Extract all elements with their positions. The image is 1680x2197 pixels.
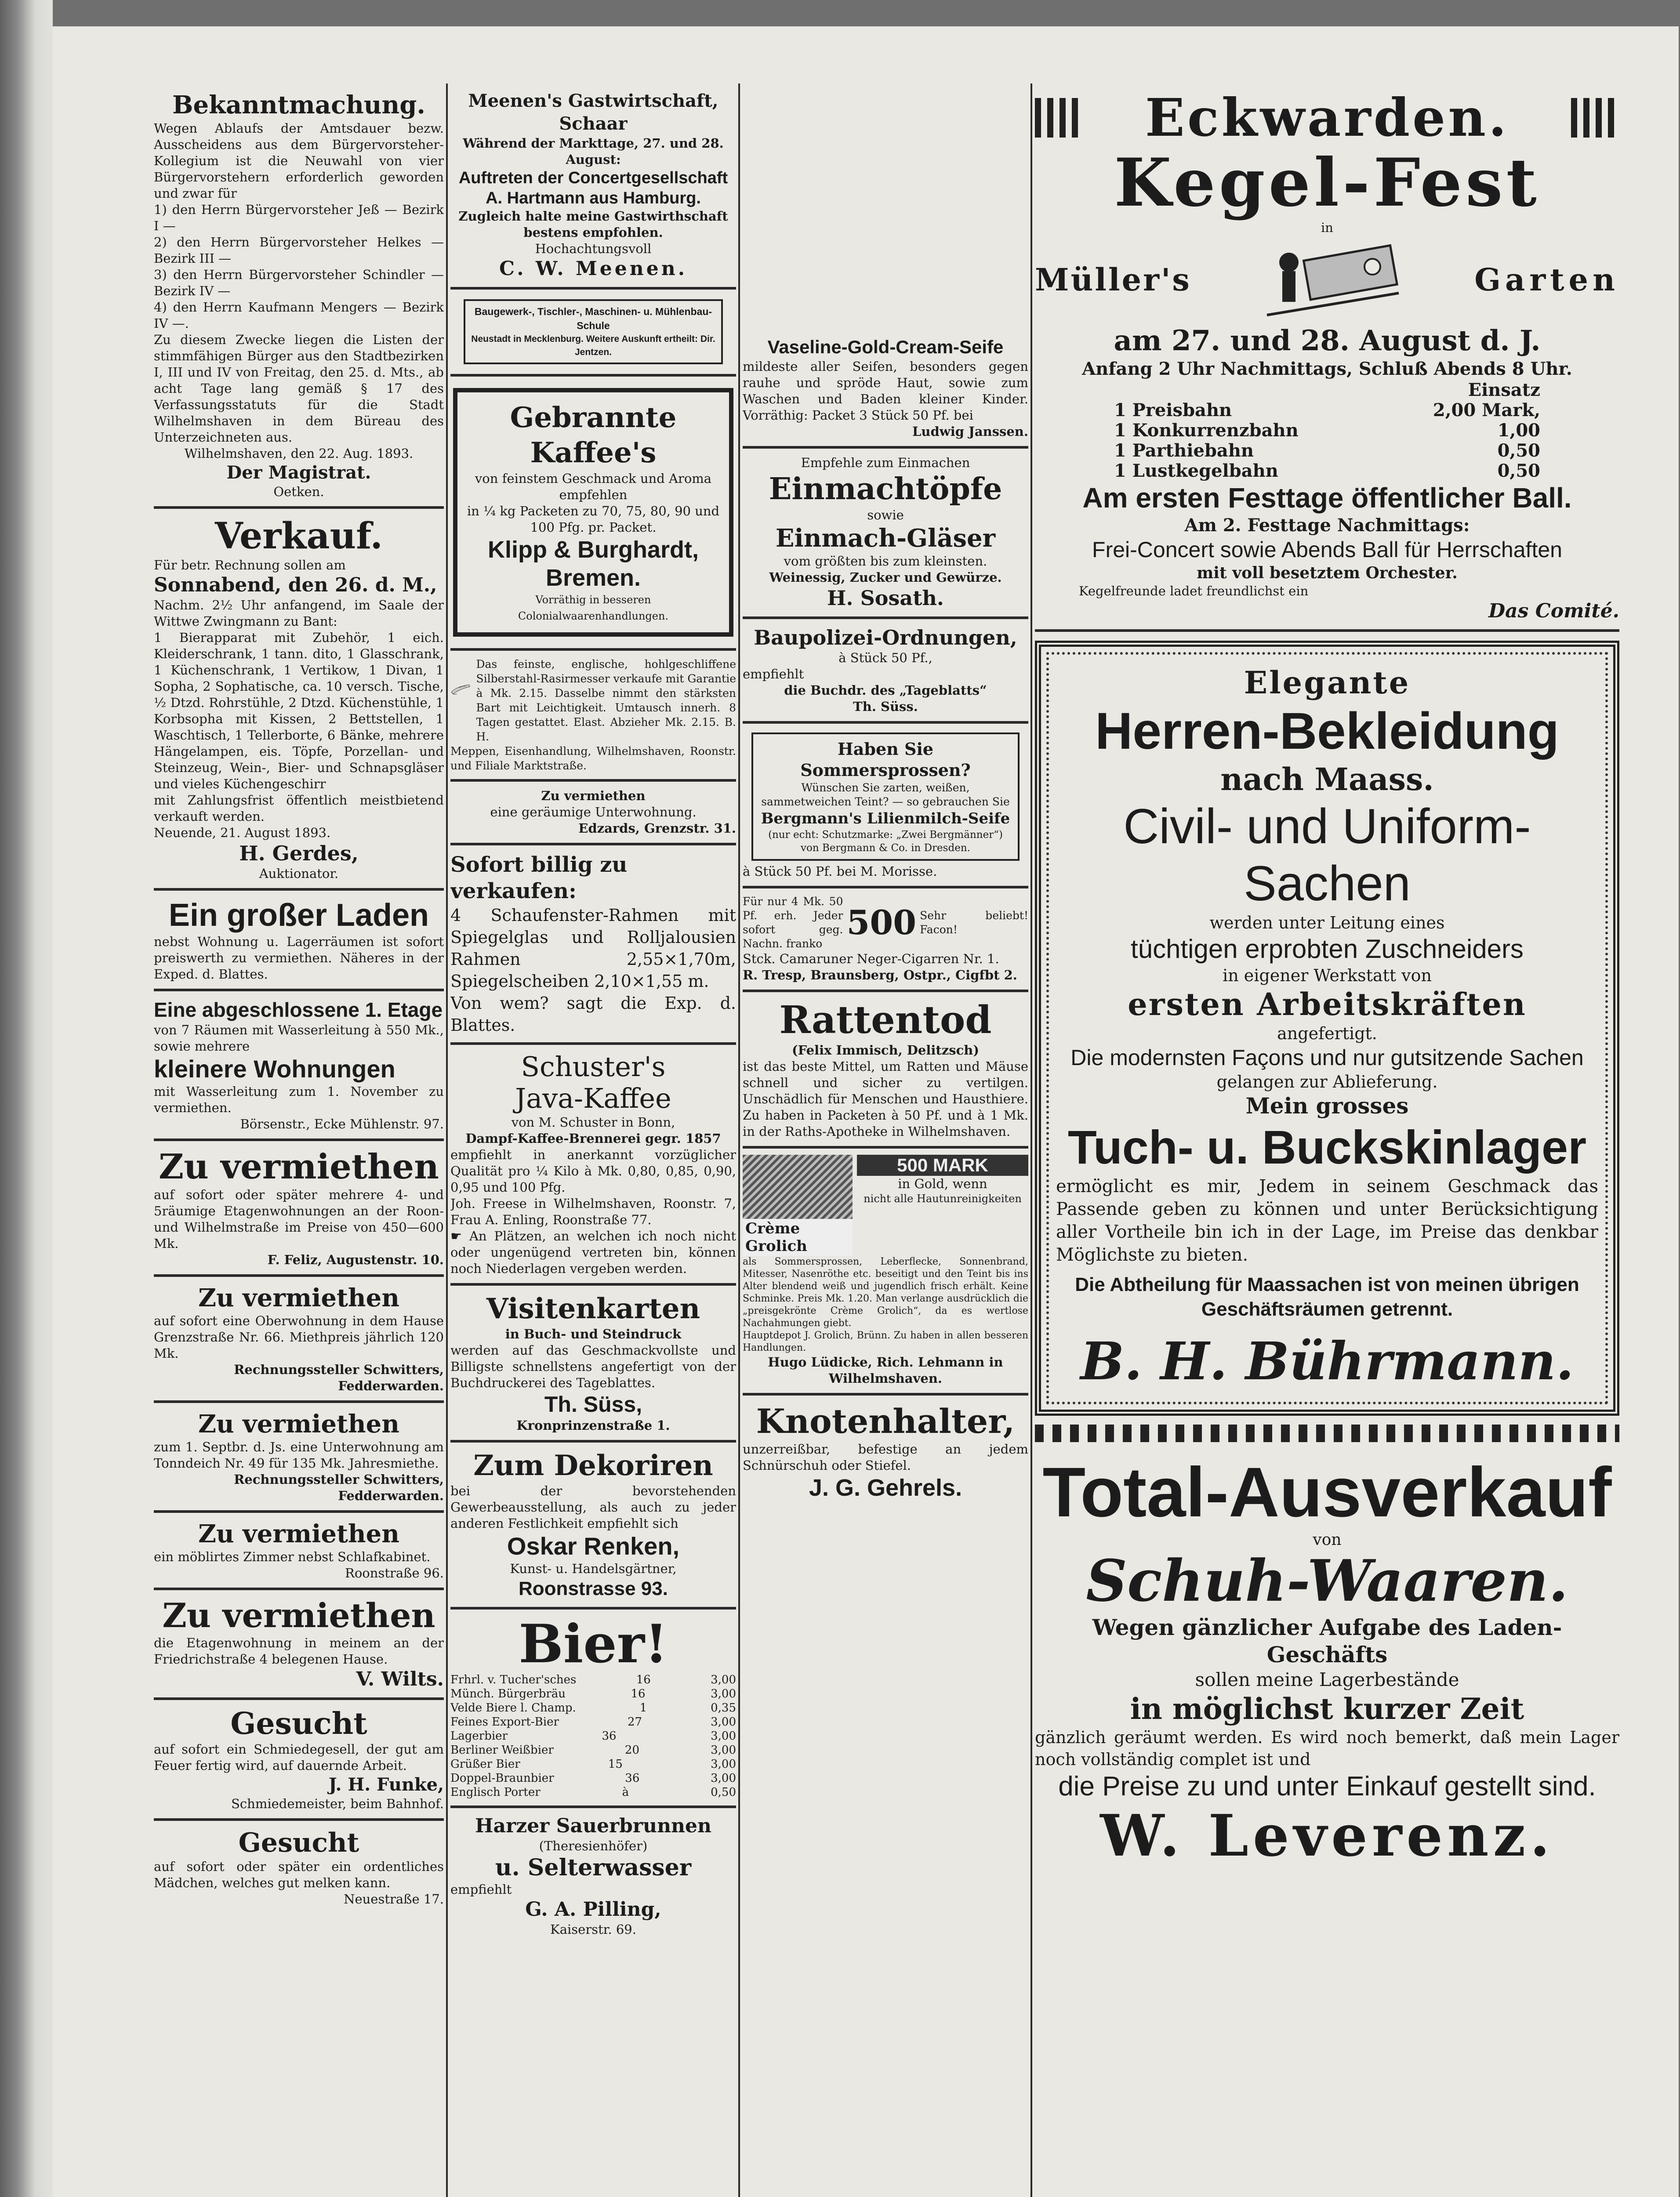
ad-text: Hochachtungsvoll [535,241,652,256]
table-row [1114,421,1540,441]
event-date: am 27. und 28. August d. J. [1114,324,1541,357]
ad-role: Kunst- u. Handelsgärtner, [510,1561,677,1576]
ad-subtitle: (Theresienhöfer) [539,1838,648,1853]
ad-text: Kegelfreunde ladet freundlichst ein [1079,584,1309,598]
ad-rasirmesser [450,651,736,782]
beer-price: 3,00 [711,1744,736,1757]
lane-stake: 1,00 [1497,420,1540,441]
ad-title: Zu vermiethen [541,788,646,803]
ad-name: Rechnungssteller Schwitters, Fedderwarden. [234,1472,444,1503]
beer-qty: 27 [627,1715,642,1729]
ad-title: Visitenkarten [486,1292,700,1325]
ad-visitenkarten [450,1286,736,1443]
ad-text: von feinstem Geschmack und Aroma [475,471,712,486]
ad-note: Vorräthig in besseren Colonialwaarenhandlungen. [518,594,669,622]
list-item: 3) den Herrn Bürgervorsteher Schindler — Bezirk IV — [154,267,444,298]
list-item: 1) den Herrn Bürgervorsteher Jeß — Bezirk I — [154,202,444,233]
beer-name: Lagerbier [450,1729,508,1743]
ad-sofort-billig [450,845,736,1045]
ad-text: Mein grosses [1245,1093,1409,1119]
pointing-hand-icon: ☛ [450,1229,469,1244]
ad-text: zum 1. Septbr. d. Js. eine Unterwohnung am Tonndeich Nr. 49 für 135 Mk. Jahresmiethe. [154,1439,444,1471]
table-row [450,1701,736,1715]
ad-title: Gebrannte Kaffee's [510,401,677,469]
ad-title: Baupolizei-Ordnungen, [754,626,1017,649]
ad-name: Oskar Renken, [507,1532,680,1560]
price-table [450,1673,736,1799]
ad-address: Kronprinzenstraße 1. [516,1418,670,1433]
ad-name: G. A. Pilling, [525,1898,661,1921]
ad-text: ermöglicht es mir, Jedem in seinem Geschmack das Passende geben zu können und unter Berücksichtigung aller Vortheile bin ich in der Lage, im Preise das denkbar Möglichste zu bieten. [1056,1176,1598,1265]
table-row [450,1729,736,1743]
ad-title: Einmachtöpfe [769,471,1002,507]
ad-title: Schuh-Waaren. [1086,1547,1568,1614]
ad-text: nebst Wohnung u. Lagerräumen ist sofort preiswerth zu vermiethen. Näheres in der Exped. d. Blattes. [154,934,444,982]
ad-title: Schuster's [521,1051,666,1083]
ad-text: à Stück 50 Pf., [838,650,933,665]
ad-text: sollen meine Lagerbestände [1195,1669,1459,1690]
ad-event: Auftreten der Concertgesellschaft A. Hartmann aus Hamburg. [458,169,728,207]
prize-badge: 500 MARK [857,1155,1028,1176]
ad-date: Sonnabend, den 26. d. M., [154,574,437,596]
ad-name: Th. Süss. [853,699,918,714]
ad-text: Für betr. Rechnung sollen am [154,558,346,573]
ad-zu-vermiethen-4 [154,1513,444,1590]
column-2 [450,83,736,1944]
beer-price: 3,00 [711,1715,736,1729]
ad-text: Von wem? sagt die Exp. d. Blattes. [450,993,736,1035]
ad-title: Meenen's Gastwirtschaft, Schaar [468,91,718,134]
ad-text: Während der Markttage, 27. und 28. August: [463,136,724,167]
ad-gesucht-2 [154,1821,444,1914]
ad-title: Zu vermiethen [198,1283,399,1312]
ad-text: werden auf das Geschmackvollste und Billigste schnellstens angefertigt von der Buchdruckerei des Tageblattes. [450,1343,736,1390]
ad-verkauf [154,509,444,891]
ad-text: Für nur 4 Mk. 50 Pf. erh. Jeder sofort geg. Nachn. franko [743,895,843,950]
ad-title: Zu vermiethen [162,1596,435,1635]
ad-knotenhalter [743,1396,1028,1508]
razor-label: Silber-Stahl [458,685,467,689]
ad-text: von 7 Räumen mit Wasserleitung à 550 Mk., sowie mehrere [154,1022,444,1054]
ad-text: mildeste aller Seifen, besonders gegen rauhe und spröde Haut, sowie zum Waschen und Baden kleiner Kinder. Vorräthig: Packet 3 Stück 50 Pf. bei [743,359,1028,423]
ad-text: Sehr beliebt! Facon! [920,909,1028,936]
column-rule [738,83,740,2197]
ad-zu-vermiethen-1 [154,1141,444,1277]
ad-text: Empfehle zum Einmachen [801,455,970,470]
ad-text: die Preise zu und unter Einkauf gestellt sind. [1058,1771,1596,1802]
lady-portrait-icon [743,1155,853,1256]
ad-text: Wegen Ablaufs der Amtsdauer bezw. Ausscheidens aus dem Bürgervorsteher-Kollegium ist die Neuwahl von vier Bürgervorstehern erforderlich geworden und zwar für [154,121,444,201]
ad-text: 1 Bierapparat mit Zubehör, 1 eich. Kleiderschrank, 1 tann. dito, 1 Glasschrank, 1 Küchenschrank, 1 Vertikow, 1 Divan, 1 Sopha, 2 Sophatische, ca. 10 versch. Tische, ½ Dtzd. Rohrstühle, 2 Dtzd. Küchenstühle, 1 Korbsopha mit Kissen, 2 Bettstellen, 1 Waschtisch, 1 Tellerborte, 6 Bänke, mehrere Hängelampen, eis. Töpfe, Porzellan- und Steinzeug, Wein-, Bier- und Schnapsgläser und vieles Küchengeschirr [154,630,444,791]
lane-stake: 2,00 Mark, [1433,400,1540,421]
ad-name: J. G. Gehrels. [809,1475,962,1501]
ad-role: Schmiedemeister, beim Bahnhof. [231,1796,444,1811]
ad-name: Oetken. [273,484,324,499]
ad-title: Harzer Sauerbrunnen [475,1815,712,1837]
ad-text: unzerreißbar, befestige an jedem Schnürschuh oder Stiefel. [743,1442,1028,1473]
ad-meenen [450,83,736,290]
cigar-count: 500 [846,903,917,942]
beer-qty: 36 [625,1772,640,1785]
list-item: 2) den Herrn Bürgervorsteher Helkes — Bezirk III — [154,235,444,266]
beer-name: Englisch Porter [450,1786,541,1799]
ad-text: à Stück 50 Pf. bei M. Morisse. [743,864,937,879]
bowling-alley-icon [1258,236,1408,324]
ad-text: ist das beste Mittel, um Ratten und Mäuse schnell und sicher zu vertilgen. Unschädlich für Menschen und Hausthiere. Zu haben in Packeten à 50 Pf. und à 1 Mk. in der Raths-Apotheke in Wilhelmshaven. [743,1059,1028,1139]
ad-name: H. Gerdes, [239,841,359,865]
column-rule [446,83,448,2197]
table-row [450,1785,736,1799]
ornament-icon [1571,98,1619,138]
ad-title: Zu vermiethen [198,1519,399,1548]
ad-text: mit Zahlungsfrist öffentlich meistbietend verkauft werden. [154,793,444,824]
beer-qty: 36 [602,1729,617,1743]
lane-name: 1 Parthiebahn [1114,440,1254,461]
ad-baupolizei [743,619,1028,724]
ad-title: Einmach-Gläser [775,524,996,553]
ad-text: nicht alle Hautunreinigkeiten [864,1193,1022,1205]
ad-java-kaffee [450,1045,736,1286]
ad-sauerbrunnen [450,1808,736,1944]
ad-text: die Etagenwohnung in meinem an der Friedrichstraße 4 belegenen Hause. [154,1635,444,1667]
beer-name: Münch. Bürgerbräu [450,1687,566,1700]
ad-text: werden unter Leitung eines [1209,913,1445,932]
soap-box [751,732,1020,861]
stake-header: Einsatz [1468,380,1540,400]
table-header [1114,380,1540,400]
ad-text: in eigener Werkstatt von [1223,966,1432,985]
ad-text: die Buchdr. des „Tageblatts“ [784,683,987,698]
ad-title: Bekanntmachung. [172,91,425,120]
ad-name: R. Tresp, Braunsberg, Ostpr., Cigfbt 2. [743,968,1017,982]
ad-text: Am 2. Festtage Nachmittags: [1184,515,1470,536]
lane-stake: 0,50 [1497,440,1540,461]
ad-bier [450,1610,736,1808]
school-line: Baugewerk-, Tischler-, Maschinen- u. Mühlenbau-Schule [474,306,712,331]
beer-name: Frhrl. v. Tucher'sches [450,1673,577,1686]
ad-date: Wilhelmshaven, den 22. Aug. 1893. [184,446,414,461]
lane-name: 1 Konkurrenzbahn [1114,420,1299,441]
ad-total-ausverkauf [1035,1447,1619,1875]
beer-name: Berliner Weißbier [450,1744,554,1757]
ad-title: Gesucht [230,1706,367,1741]
ad-cigarren [743,888,1028,992]
ad-title: Haben Sie Sommersprossen? [800,739,971,780]
beer-price: 3,00 [711,1673,736,1686]
lane-name: 1 Lustkegelbahn [1114,460,1278,481]
ad-address: Neuestraße 17. [344,1892,444,1907]
ad-title: Gesucht [238,1827,359,1858]
table-row [450,1771,736,1785]
beer-price: 0,35 [711,1701,736,1715]
ad-brand: Crème Grolich [743,1219,853,1256]
beer-qty: 15 [608,1758,623,1771]
ad-text: auf sofort oder später ein ordentliches Mädchen, welches gut melken kann. [154,1859,444,1890]
ad-text: Wünschen Sie zarten, weißen, sammetweichen Teint? — so gebrauchen Sie [761,781,1010,808]
ad-text: Das feinste, englische, hohlgeschliffene Silberstahl-Rasirmesser verkaufe mit Garantie à Mk. 2.15. Dasselbe nimmt den stärksten Bart mit Leichtigkeit. Umtausch innerh. 8 Tagen gestattet. Elast. Abzieher Mk. 2.15. B. H. [476,658,736,743]
ad-laden [154,891,444,991]
ad-text: angefertigt. [1277,1024,1377,1043]
ad-bekanntmachung [154,83,444,509]
ad-text [450,1228,736,1277]
beer-name: Velde Biere l. Champ. [450,1701,576,1715]
ad-text: auf sofort ein Schmiedegesell, der gut am Feuer fertig wird, auf dauernde Arbeit. [154,1742,444,1773]
ad-unterwohnung [450,782,736,845]
school-box [464,299,723,364]
column-1 [154,83,444,1914]
garden-label: Garten [1474,261,1619,298]
ad-text: vom größten bis zum kleinsten. [784,554,987,569]
kaffee-box [453,388,733,637]
ad-text: Dampf-Kaffee-Brennerei gegr. 1857 [465,1131,721,1146]
ad-gesucht-1 [154,1700,444,1821]
ad-vaseline [743,330,1028,449]
candidate-list [154,202,444,332]
lane-name: 1 Preisbahn [1114,400,1232,421]
ad-text: mit voll besetztem Orchester. [1197,564,1458,582]
list-item: 4) den Herrn Kaufmann Mengers — Bezirk IV —. [154,300,444,331]
ad-address: Meppen, Eisenhandlung, Wilhelmshaven, Roonstr. und Filiale Marktstraße. [450,745,736,772]
beer-qty: 16 [631,1687,646,1700]
ad-text: in [1321,220,1333,235]
beer-qty: à [622,1786,629,1799]
ad-text: Nachm. 2½ Uhr anfangend, im Saale der Wittwe Zwingmann zu Bant: [154,598,444,629]
beer-qty: 16 [636,1673,651,1686]
ad-subtitle: in Buch- und Steindruck [505,1327,682,1341]
table-row [450,1757,736,1771]
beer-qty: 20 [624,1744,640,1757]
ad-text: ein möblirtes Zimmer nebst Schlafkabinet. [154,1549,431,1564]
ad-title: Tuch- u. Buckskinlager [1067,1120,1587,1174]
table-row [450,1743,736,1757]
ad-text: Hauptdepot J. Grolich, Brünn. Zu haben in allen besseren Handlungen. [743,1330,1028,1353]
ad-text: auf sofort oder später mehrere 4- und 5räumige Etagenwohnungen an der Roon- und Wilhelmstraße im Preise von 450—600 Mk. [154,1187,444,1251]
ad-name: C. W. Meenen. [499,257,688,280]
ad-signature: Der Magistrat. [226,462,371,483]
ad-text: empfiehlt in anerkannt vorzüglicher Qualität pro ¼ Kilo à Mk. 0,80, 0,85, 0,90, 0,95 und 100 Pfg. [450,1147,736,1195]
concert-line: Frei-Concert sowie Abends Ball für Herrschaften [1092,537,1562,562]
ad-text: (Felix Immisch, Delitzsch) [791,1043,980,1058]
school-line: Neustadt in Mecklenburg. Weitere Auskunft ertheilt: Dir. Jentzen. [471,334,715,357]
ad-rattentod [743,992,1028,1149]
ad-address: Börsenstr., Ecke Mühlenstr. 97. [240,1117,444,1131]
ad-text: in Gold, wenn [898,1176,987,1191]
column-rule [1030,83,1032,2197]
ad-title: Herren-Bekleidung [1095,702,1559,760]
ad-note: (nur echt: Schutzmarke: „Zwei Bergmänner“) von Bergmann & Co. in Dresden. [768,829,1003,854]
ad-title: Verkauf. [215,515,383,557]
ad-text: empfehlen [559,487,628,502]
ad-title: Eine abgeschlossene 1. Etage [154,998,443,1021]
ad-text: als Sommersprossen, Leberflecke, Sonnenbrand, Mitesser, Nasenröthe etc. beseitigt und den Teint bis ins Alter blendend weiß und jugendlich frisch erhält. Keine Schminke. Preis Mk. 1.20. Man verlange ausdrücklich die „preisgekrönte Crème Grolich“, da es wertlose Nachahmungen giebt. [743,1256,1028,1329]
razor-icon [450,657,471,723]
ad-role: Auktionator. [259,866,339,881]
ad-text: Joh. Freese in Wilhelmshaven, Roonstr. 7, Frau A. Enling, Roonstraße 77. [450,1196,736,1227]
ad-text: empfiehlt [450,1882,512,1897]
ad-creme-grolich [743,1149,1028,1396]
ad-text: Stck. Camaruner Neger-Cigarren Nr. 1. [743,951,999,966]
ad-text: Wegen gänzlicher Aufgabe des Laden-Geschäfts [1092,1614,1562,1668]
ad-dekoriren [450,1443,736,1610]
ad-text: 4 Schaufenster-Rahmen mit Spiegelglas und Rolljalousien Rahmen 2,55×1,70m, Spiegelscheiben 2,10×1,55 m. [450,906,736,991]
ad-text: in möglichst kurzer Zeit [1130,1692,1524,1726]
ad-title: Total-Ausverkauf [1042,1453,1612,1531]
ad-brand: Bergmann's Lilienmilch-Seife [761,810,1010,827]
ad-text: Zu diesem Zwecke liegen die Listen der stimmfähigen Bürger aus den Stadtbezirken I, III und IV von Freitag, den 25. d. Mts., ab acht Tage lang gemäß § 17 des Verfassungsstatuts für die Stadt Wilhelmshaven in dem Büreau des Unterzeichneten aus. [154,332,444,445]
ad-title: Vaseline-Gold-Cream-Seife [767,337,1004,357]
ad-gebrannte-kaffee [450,377,736,651]
ad-text: empfiehlt [743,667,804,682]
beer-price: 3,00 [711,1772,736,1785]
beer-price: 3,00 [711,1729,736,1743]
ad-text: in ¼ kg Packeten zu 70, 75, 80, 90 und 100 Pfg. pr. Packet. [467,504,720,535]
beer-price: 0,50 [711,1786,736,1799]
ad-name: F. Feliz, Augustenstr. 10. [267,1252,444,1267]
ad-text: gänzlich geräumt werden. Es wird noch bemerkt, daß mein Lager noch vollständig complet ist und [1035,1728,1619,1769]
ad-address: Roonstraße 96. [345,1566,444,1581]
beer-name: Grüßer Bier [450,1758,520,1771]
ad-text: Die modernsten Façons und nur gutsitzende Sachen [1070,1045,1584,1070]
ad-title: Zum Dekoriren [473,1449,713,1482]
ad-title: Civil- und Uniform-Sachen [1123,799,1531,911]
lane-table [1035,380,1619,481]
column-3 [743,83,1028,1508]
ad-text: Zugleich halte meine Gastwirthschaft bestens empfohlen. [458,209,728,240]
ad-subtitle: kleinere Wohnungen [154,1055,396,1083]
ad-name: Edzards, Grenzstr. 31. [578,821,736,836]
lane-stake: 0,50 [1497,460,1540,481]
ad-text: Weinessig, Zucker und Gewürze. [769,570,1002,585]
ad-date: Neuende, 21. August 1893. [154,825,331,840]
ad-name: Ludwig Janssen. [912,424,1028,439]
beer-price: 3,00 [711,1758,736,1771]
ad-kegel-fest [1035,83,1619,632]
ad-name: Rechnungssteller Schwitters, Fedderwarden. [234,1362,444,1393]
ad-text: eine geräumige Unterwohnung. [490,805,697,819]
ad-text: gelangen zur Ablieferung. [1216,1072,1438,1091]
ad-address: Roonstrasse 93. [519,1578,668,1599]
ad-text: auf sofort eine Oberwohnung in dem Hause Grenzstraße Nr. 66. Miethpreis jährlich 120 Mk. [154,1313,444,1361]
ad-title: Kegel-Fest [1114,144,1540,221]
ornament-icon [1035,98,1083,138]
ad-einmachtoepfe [743,449,1028,619]
ornament-border [1035,1425,1619,1442]
ad-note: An Plätzen, an welchen ich noch nicht oder ungenügend vertreten bin, können noch Niederlagen vergeben werden. [450,1229,736,1276]
ad-zu-vermiethen-5 [154,1590,444,1700]
ad-title: Zu vermiethen [159,1147,439,1187]
ad-title: Eckwarden. [1145,87,1509,148]
ad-name: Th. Süss, [544,1392,642,1417]
ad-signature: Das Comité. [1488,600,1619,622]
beer-price: 3,00 [711,1687,736,1700]
ad-name: V. Wilts. [356,1668,444,1690]
table-row [1114,461,1540,481]
ad-name: H. Sosath. [827,586,944,610]
book-binding [0,0,53,2197]
ad-name: W. Leverenz. [1100,1802,1554,1869]
ad-title: Elegante [1244,664,1411,701]
beer-name: Doppel-Braunbier [450,1772,554,1785]
ad-name: Hugo Lüdicke, Rich. Lehmann in Wilhelmshaven. [768,1355,1003,1386]
ad-text: von M. Schuster in Bonn, [511,1115,675,1130]
ad-title: Bier! [519,1613,668,1675]
ad-address: Kaiserstr. 69. [550,1922,636,1937]
event-time: Anfang 2 Uhr Nachmittags, Schluß Abends 8 Uhr. [1082,359,1572,379]
ad-herren-bekleidung [1035,641,1619,1416]
table-row [450,1687,736,1701]
beer-qty: 1 [639,1701,647,1715]
ball-announcement: Am ersten Festtage öffentlicher Ball. [1082,482,1572,514]
ad-zu-vermiethen-3 [154,1403,444,1513]
ad-title: Zu vermiethen [198,1410,399,1439]
garden-owner: Müller's [1035,261,1191,298]
ad-title: Knotenhalter, [756,1402,1015,1441]
ad-text: von [1313,1531,1342,1549]
ad-text: tüchtigen erprobten Zuschneiders [1131,934,1524,964]
ad-text: bei der bevorstehenden Gewerbeausstellung, als auch zu jeder anderen Festlichkeit empfiehlt sich [450,1483,736,1531]
ad-school [450,290,736,377]
ad-title: Java-Kaffee [515,1082,671,1114]
table-row [1114,400,1540,421]
ad-lilienmilch [743,724,1028,888]
ad-text: ersten Arbeitskräften [1128,986,1527,1022]
table-row [1114,441,1540,461]
ad-title: Ein großer Laden [168,898,429,933]
ad-title: Sofort billig zu verkaufen: [450,852,628,903]
ad-title: Rattentod [779,998,992,1042]
column-4 [1035,83,1619,1875]
ad-zu-vermiethen-2 [154,1277,444,1403]
ad-subtitle: nach Maass. [1220,761,1434,798]
beer-name: Feines Export-Bier [450,1715,559,1729]
ad-etage [154,991,444,1141]
table-row [450,1715,736,1729]
ad-text: mit Wasserleitung zum 1. November zu vermiethen. [154,1084,444,1115]
ad-note: Die Abtheilung für Maassachen ist von meinen übrigen Geschäftsräumen getrennt. [1075,1274,1579,1320]
ad-title: u. Selterwasser [495,1854,692,1881]
ad-name: J. H. Funke, [328,1774,444,1795]
ad-text: sowie [867,508,904,522]
ad-signature: B. H. Bührmann. [1080,1331,1574,1392]
ad-firm: Klipp & Burghardt, Bremen. [488,537,699,591]
